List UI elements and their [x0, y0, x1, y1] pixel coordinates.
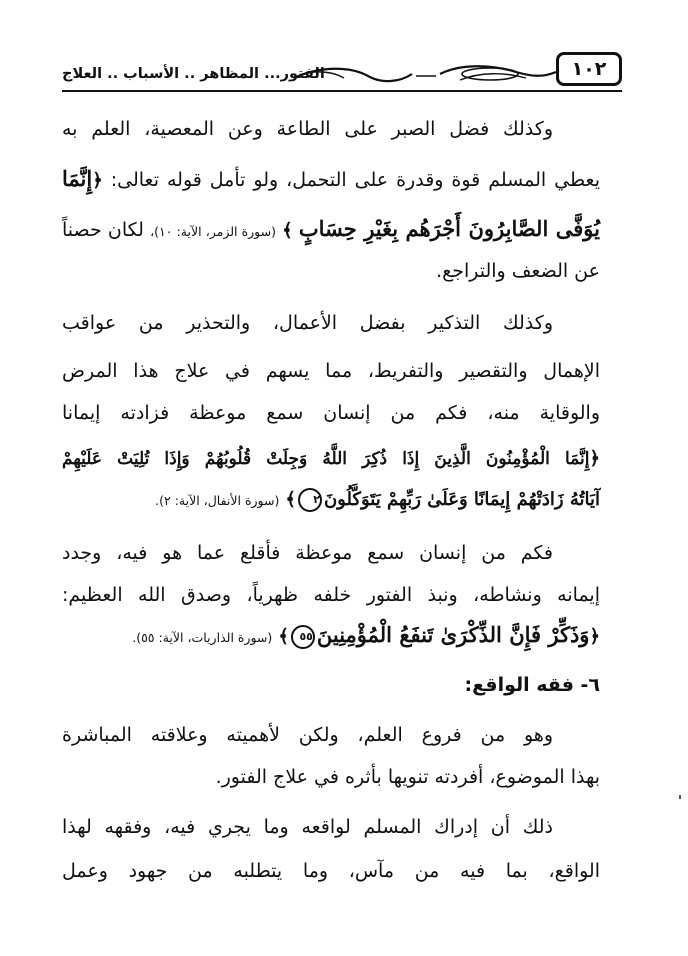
- p5-line-1: ذلك أن إدراك المسلم لواقعه وما يجري فيه، وفقهه لهذا: [62, 816, 553, 838]
- ayah-number-marker: ٥٥: [291, 625, 315, 649]
- p4-line-1: وهو من فروع العلم، ولكن لأهميته وعلاقته المباشرة: [62, 724, 553, 746]
- p1-line-3: [62, 214, 600, 244]
- p2-line-1: وكذلك التذكير بفضل الأعمال، والتحذير من عواقب: [62, 312, 553, 334]
- verse-reference-anfal: (سورة الأنفال، الآية: ٢).: [155, 493, 280, 508]
- p2-line-3: والوقاية منه، فكم من إنسان سمع موعظة فزادته إيمانا: [62, 402, 600, 424]
- section-heading-6: ٦- فقه الواقع:: [464, 674, 600, 696]
- p2-line-4: [62, 444, 600, 474]
- p1-line-1: وكذلك فضل الصبر على الطاعة وعن المعصية، العلم به: [62, 118, 553, 140]
- p1-line-4: عن الضعف والتراجع.: [436, 260, 600, 282]
- quran-verse-anfal-start: إِنَّمَا الْمُؤْمِنُونَ الَّذِينَ إِذَا ذُكِرَ اللَّهُ وَجِلَتْ قُلُوبُهُمْ وَإِذَا تُلِيَتْ عَلَيْهِمْ: [62, 449, 590, 469]
- quran-verse-anfal: آيَاتُهُ زَادَتْهُمْ إِيمَانًا وَعَلَىٰ رَبِّهِمْ يَتَوَكَّلُونَ: [323, 489, 600, 510]
- verse-reference-zumar: (سورة الزمر، الآية: ١٠)،: [150, 224, 276, 239]
- p4-line-2: بهذا الموضوع، أفردته تنويها بأثره في علاج الفتور.: [215, 766, 600, 788]
- verse-close-brace: ﴾: [282, 220, 293, 241]
- p3-line-2: إيمانه ونشاطه، ونبذ الفتور خلفه ظهرياً، وصدق الله العظيم:: [62, 584, 600, 606]
- p1-line-3-text: لكان حصناً: [62, 219, 144, 241]
- verse-open-brace: ﴿: [589, 448, 600, 469]
- p3-line-3: [62, 620, 600, 650]
- verse-close-brace: ﴾: [285, 489, 296, 510]
- p2-line-5: [62, 484, 600, 514]
- verse-open-brace: ﴿: [92, 170, 103, 191]
- quran-verse-zumar-start: إِنَّمَا: [62, 166, 93, 191]
- quran-verse-zumar: يُوَفَّى الصَّابِرُونَ أَجْرَهُم بِغَيْرِ حِسَابٍ: [298, 216, 600, 241]
- margin-mark: [679, 795, 681, 799]
- verse-close-brace: ﴾: [278, 626, 289, 647]
- p2-line-2: الإهمال والتقصير والتفريط، مما يسهم في علاج هذا المرض: [62, 360, 600, 382]
- running-title: الفتور... المظاهر .. الأسباب .. العلاج: [62, 66, 325, 82]
- p3-line-1: فكم من إنسان سمع موعظة فأقلع عما هو فيه، وجدد: [62, 542, 553, 564]
- page-header: [62, 52, 622, 94]
- verse-open-brace: ﴿: [589, 626, 600, 647]
- p1-line-2-text: يعطي المسلم قوة وقدرة على التحمل، ولو تأمل قوله تعالى:: [110, 169, 600, 191]
- p1-line-2: [62, 164, 600, 194]
- header-divider: [62, 90, 622, 92]
- decorative-swash-icon: [290, 60, 560, 90]
- verse-reference-dhariyat: (سورة الذاريات، الآية: ٥٥).: [132, 630, 273, 645]
- ayah-number-marker: ٢: [298, 488, 322, 512]
- p5-line-2: الواقع، بما فيه من مآس، وما يتطلبه من جهود وعمل: [62, 860, 600, 882]
- quran-verse-dhariyat: وَذَكِّرْ فَإِنَّ الذِّكْرَىٰ تَنفَعُ الْمُؤْمِنِينَ: [316, 622, 590, 647]
- page-number: ١٠٢: [556, 52, 622, 86]
